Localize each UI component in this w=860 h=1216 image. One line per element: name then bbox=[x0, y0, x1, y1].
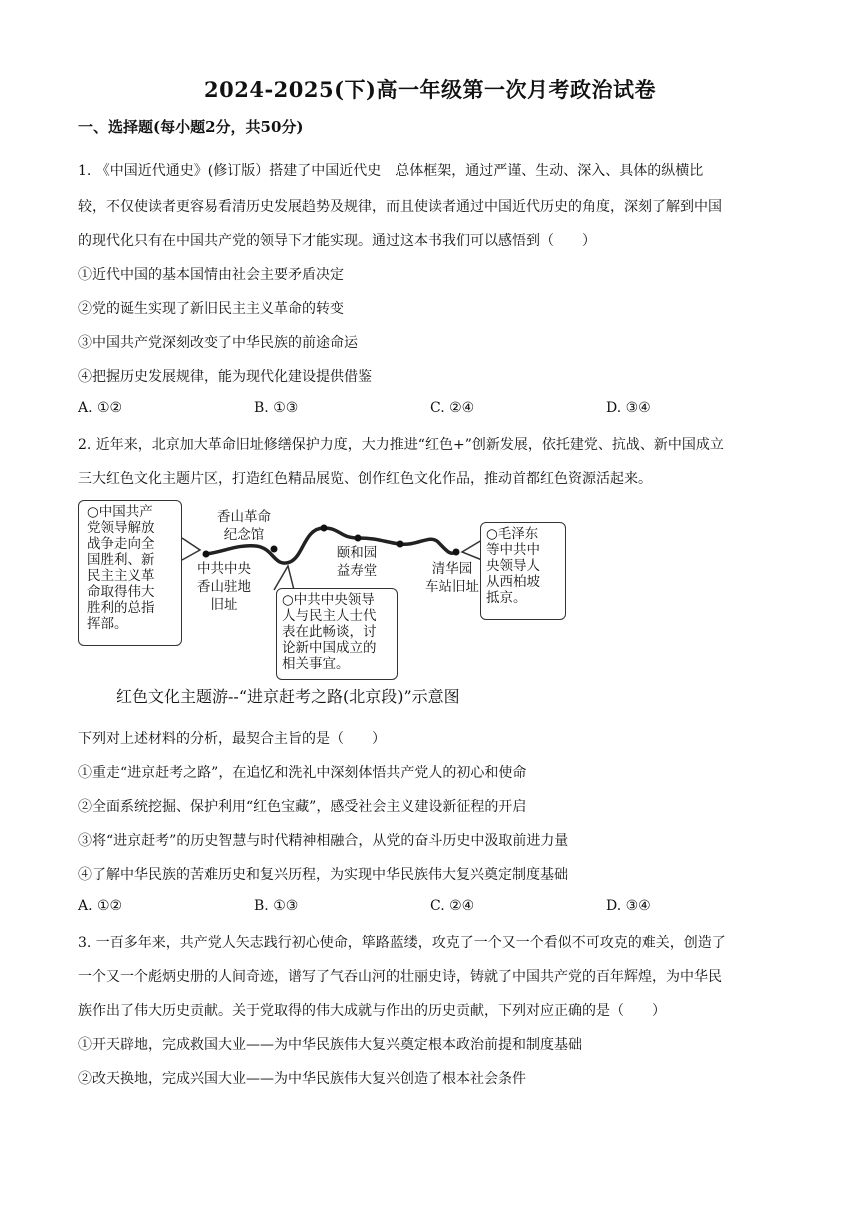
place-text: 颐和园 bbox=[336, 545, 378, 561]
place-label-qinghuayuan bbox=[416, 560, 488, 596]
callout-text: 从西柏坡 bbox=[486, 574, 540, 590]
callout-text: 抵京。 bbox=[486, 590, 527, 606]
callout-pointer-mid bbox=[274, 566, 294, 590]
q1-line-3: 的现代化只有在中国共产党的领导下才能实现。通过这本书我们可以感悟到（ ） bbox=[78, 233, 596, 249]
callout-text: ○毛泽东 bbox=[486, 526, 539, 542]
q1-option-3: ③中国共产党深刻改变了中华民族的前途命运 bbox=[78, 335, 358, 351]
callout-box-mid bbox=[276, 588, 398, 680]
q2-option-3: ③将“进京赶考”的历史智慧与时代精神相融合，从党的奋斗历史中汲取前进力量 bbox=[78, 833, 569, 849]
q1-choice-d: D. ③④ bbox=[606, 400, 651, 416]
callout-box-left bbox=[78, 500, 182, 646]
q3-option-2: ②改天换地，完成兴国大业——为中华民族伟大复兴创造了根本社会条件 bbox=[78, 1071, 526, 1087]
route-point bbox=[355, 535, 362, 542]
q2-choice-a: A. ①② bbox=[78, 898, 123, 914]
callout-text: 人与民主人士代 bbox=[282, 608, 377, 624]
callout-box-right bbox=[480, 522, 566, 620]
q1-line-2: 较，不仅使读者更容易看清历史发展趋势及规律，而且使读者通过中国近代历史的角度，深刻了解到中国 bbox=[78, 199, 722, 215]
place-label-yiheyuan bbox=[322, 544, 392, 580]
q2-stem: 下列对上述材料的分析，最契合主旨的是（ ） bbox=[78, 731, 386, 747]
route-point bbox=[453, 549, 460, 556]
callout-text: 党领导解放 bbox=[87, 520, 155, 536]
q2-option-4: ④了解中华民族的苦难历史和复兴历程，为实现中华民族伟大复兴奠定制度基础 bbox=[78, 867, 568, 883]
q3-option-1: ①开天辟地，完成救国大业——为中华民族伟大复兴奠定根本政治前提和制度基础 bbox=[78, 1037, 582, 1053]
exam-title: 2024-2025(下)高一年级第一次月考政治试卷 bbox=[204, 77, 656, 102]
q2-option-1: ①重走“进京赶考之路”，在追忆和洗礼中深刻体悟共产党人的初心和使命 bbox=[78, 765, 527, 781]
q2-choice-b: B. ①③ bbox=[254, 898, 299, 914]
q1-option-4: ④把握历史发展规律，能为现代化建设提供借鉴 bbox=[78, 369, 372, 385]
place-label-xiangshan-memorial bbox=[204, 508, 284, 544]
q3-line-3: 族作出了伟大历史贡献。关于党取得的伟大成就与作出的历史贡献，下列对应正确的是（ ） bbox=[78, 1003, 666, 1019]
q2-line-1: 2. 近年来，北京加大革命旧址修缮保护力度，大力推进“红色+”创新发展，依托建党、抗战、新中国成立 bbox=[78, 437, 724, 453]
place-label-xiangshan-residence bbox=[186, 560, 262, 614]
q1-line-1: 1. 《中国近代通史》(修订版）搭建了中国近代史 总体框架，通过严谨、生动、深入、具体的纵横比 bbox=[78, 163, 704, 179]
section-heading: 一、选择题(每小题2分，共50分) bbox=[78, 118, 304, 136]
q1-option-2: ②党的诞生实现了新旧民主主义革命的转变 bbox=[78, 301, 344, 317]
q2-choice-c: C. ②④ bbox=[430, 898, 475, 914]
route-map-figure bbox=[78, 494, 568, 684]
q2-line-2: 三大红色文化主题片区，打造红色精品展览、创作红色文化作品，推动首都红色资源活起来。 bbox=[78, 471, 652, 487]
callout-text: 国胜利、新 bbox=[87, 552, 155, 568]
callout-text: 战争走向全 bbox=[87, 536, 155, 552]
place-text: 香山驻地 bbox=[197, 579, 251, 595]
route-point bbox=[397, 541, 404, 548]
callout-text: 命取得伟大 bbox=[87, 584, 155, 600]
q2-choice-d: D. ③④ bbox=[606, 898, 651, 914]
place-text: 旧址 bbox=[210, 597, 238, 613]
place-text: 香山革命 bbox=[217, 509, 271, 525]
q1-choice-c: C. ②④ bbox=[430, 400, 475, 416]
callout-text: ○中共中央领导 bbox=[282, 592, 375, 608]
q3-line-2: 一个又一个彪炳史册的人间奇迹，谱写了气吞山河的壮丽史诗，铸就了中国共产党的百年辉煌，为中华民 bbox=[78, 969, 722, 985]
place-text: 益寿堂 bbox=[336, 563, 378, 579]
route-point bbox=[271, 546, 278, 553]
route-point bbox=[321, 525, 328, 532]
place-text: 纪念馆 bbox=[223, 527, 265, 543]
place-text: 中共中央 bbox=[197, 561, 251, 577]
callout-text: 相关事宜。 bbox=[282, 656, 350, 672]
q2-option-2: ②全面系统挖掘、保护利用“红色宝藏”，感受社会主义建设新征程的开启 bbox=[78, 799, 527, 815]
callout-text: 表在此畅谈，讨 bbox=[282, 624, 377, 640]
q3-line-1: 3. 一百多年来，共产党人矢志践行初心使命，筚路蓝缕，攻克了一个又一个看似不可攻克的难关，创造了 bbox=[78, 935, 726, 951]
place-text: 清华园 bbox=[431, 561, 473, 577]
q1-option-1: ①近代中国的基本国情由社会主要矛盾决定 bbox=[78, 267, 344, 283]
callout-text: 胜利的总指 bbox=[87, 600, 155, 616]
q1-choice-b: B. ①③ bbox=[254, 400, 299, 416]
callout-text: 等中共中 bbox=[486, 542, 540, 558]
callout-text: ○中国共产 bbox=[87, 504, 153, 520]
callout-text: 挥部。 bbox=[87, 616, 128, 632]
place-text: 车站旧址 bbox=[425, 579, 479, 595]
callout-text: 央领导人 bbox=[486, 558, 540, 574]
callout-pointer-right bbox=[462, 540, 482, 560]
route-point bbox=[203, 551, 210, 558]
callout-pointer-left bbox=[182, 538, 200, 560]
callout-text: 论新中国成立的 bbox=[282, 640, 377, 656]
callout-text: 民主主义革 bbox=[87, 568, 155, 584]
figure-caption: 红色文化主题游--“进京赶考之路(北京段)”示意图 bbox=[116, 687, 460, 706]
q1-choice-a: A. ①② bbox=[78, 400, 123, 416]
